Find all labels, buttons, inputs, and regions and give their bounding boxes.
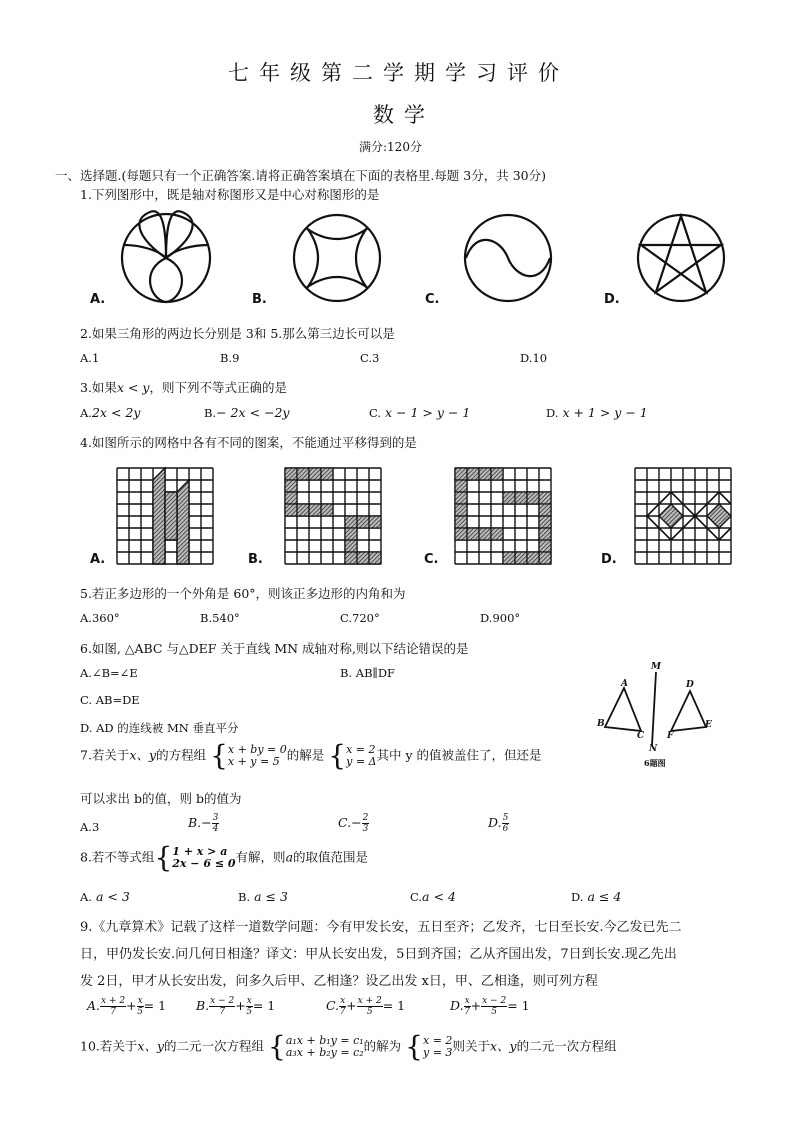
q10-system-2: x = 2 y = 3 [423, 1034, 453, 1059]
q7-stem: 7.若关于x、y的方程组 { x + by = 0 x + y = 5 的解是 { x = 2 y = Δ 其中 y 的值被盖住了，但还是 [80, 739, 542, 772]
q10-system-1: a₁x + b₁y = c₁ a₃x + b₂y = c₂ [285, 1034, 364, 1059]
q5-option-d: D.900° [480, 611, 521, 625]
q6-label-f: F [667, 731, 674, 741]
q10-stem-b: 的二元一次方程组 [164, 1038, 265, 1054]
q2-option-b: B.9 [220, 351, 240, 365]
q3-option-d: D. x + 1 > y − 1 [546, 405, 648, 420]
q6-label-c: C [637, 731, 645, 741]
q8-stem-b: 有解，则 [235, 849, 286, 865]
q1-label-a: A. [90, 292, 106, 307]
q7-stem-a: 7.若关于 [80, 747, 130, 763]
q9-line1: 9.《九章算术》记载了这样一道数学问题：今有甲发长安，五日至齐；乙发齐，七日至长安.今乙发已先二 [80, 920, 682, 935]
q8-option-a: A. a < 3 [80, 889, 130, 904]
q10-stem-a: 10.若关于 [80, 1038, 138, 1054]
q5-stem: 5.若正多边形的一个外角是 60°，则该正多边形的内角和为 [80, 586, 406, 601]
subject-title: 数学 [373, 103, 435, 127]
full-score: 满分:120分 [359, 140, 422, 154]
q4-label-c: C. [424, 552, 439, 567]
q7-vars: x、y [129, 747, 157, 763]
q4-label-a: A. [90, 552, 106, 567]
q10-stem-e: 的二元一次方程组 [516, 1038, 617, 1054]
q8-stem-a: 8.若不等式组 [80, 849, 155, 865]
q8-option-d: D. a ≤ 4 [571, 889, 622, 904]
q10-stem-c: 的解为 [363, 1038, 402, 1054]
q3-option-a: A.2x < 2y [80, 405, 141, 420]
q5-option-c: C.720° [340, 611, 380, 625]
q6-label-m: M [651, 662, 661, 672]
q6-figure-caption: 6题图 [644, 758, 666, 768]
q5-option-b: B.540° [200, 611, 240, 625]
q4-label-d: D. [601, 552, 617, 567]
q2-stem: 2.如果三角形的两边长分别是 3和 5.那么第三边长可以是 [80, 326, 395, 341]
q10-stem-d: 则关于 [452, 1038, 490, 1054]
q9-option-b: B. $\frac{x - 2}{7}$ + $\frac{x}{5}$ = 1 [196, 996, 276, 1017]
q7-option-a: A.3 [80, 820, 100, 834]
q7-option-b: B.− $\frac{3}{4}$ [188, 813, 219, 834]
q8-option-b: B. a ≤ 3 [238, 889, 288, 904]
q6-label-a: A [621, 679, 628, 689]
q8-var: a [285, 849, 294, 865]
q6-option-c: C. AB=DE [80, 693, 140, 707]
q1-label-d: D. [604, 292, 620, 307]
q8-option-c: C.a < 4 [410, 889, 456, 904]
q6-label-n: N [649, 744, 658, 754]
q7-line2: 可以求出 b的值，则 b的值为 [80, 791, 242, 806]
q3-option-b: B.− 2x < −2y [204, 405, 290, 420]
q6-label-d: D [686, 680, 694, 690]
q6-label-b: B [597, 719, 605, 729]
q10-stem: 10.若关于x、y的二元一次方程组 { a₁x + b₁y = c₁ a₃x + b₂y = c₂ 的解为 { x = 2 y = 3 则关于x、y的二元一次方程组 [80, 1030, 617, 1063]
q6-stem: 6.如图, △ABC 与△DEF 关于直线 MN 成轴对称,则以下结论错误的是 [80, 641, 469, 656]
q7-stem-c: 的解是 [286, 747, 325, 763]
q3-stem-math: x < y [116, 380, 150, 395]
q4-stem: 4.如图所示的网格中各有不同的图案，不能通过平移得到的是 [80, 435, 417, 450]
q7-system-2: x = 2 y = Δ [346, 743, 377, 768]
q6-label-e: E [705, 720, 712, 730]
q7-option-c: C.− $\frac{2}{3}$ [338, 813, 369, 834]
q9-option-d: D. $\frac{x}{7}$ + $\frac{x - 2}{5}$ = 1 [450, 996, 530, 1017]
q10-vars-2: x、y [489, 1038, 517, 1054]
q6-option-d: D. AD 的连线被 MN 垂直平分 [80, 721, 239, 735]
q9-option-c: C. $\frac{x}{7}$ + $\frac{x + 2}{5}$ = 1 [326, 996, 406, 1017]
q1-label-b: B. [252, 292, 267, 307]
q2-option-c: C.3 [360, 351, 380, 365]
q3-stem-a: 3.如果 [80, 380, 117, 395]
q9-line2: 日，甲仍发长安.问几何日相逢？译文：甲从长安出发，5日到齐国；乙从齐国出发，7日到长安.现乙先出 [80, 947, 677, 962]
q6-option-b: B. AB∥DF [340, 666, 396, 680]
q4-label-b: B. [248, 552, 263, 567]
page-title: 七年级第二学期学习评价 [228, 61, 569, 85]
section-heading: 一、选择题.(每题只有一个正确答案.请将正确答案填在下面的表格里.每题 3分，共 30分) [55, 168, 546, 183]
q8-stem-c: 的取值范围是 [293, 849, 369, 865]
q7-system-1: x + by = 0 x + y = 5 [227, 743, 287, 768]
q3-stem-c: ，则下列不等式正确的是 [149, 380, 287, 395]
q8-stem: 8.若不等式组{ 1 + x > a 2x − 6 ≤ 0 有解，则a的取值范围是 [80, 841, 369, 874]
q1-stem: 1.下列图形中，既是轴对称图形又是中心对称图形的是 [80, 187, 380, 202]
q7-stem-d: 其中 y 的值被盖住了，但还是 [376, 747, 542, 763]
q7-stem-b: 的方程组 [156, 747, 207, 763]
q10-vars: x、y [137, 1038, 165, 1054]
q7-option-d: D. $\frac{5}{6}$ [488, 813, 509, 834]
q2-option-a: A.1 [80, 351, 100, 365]
q8-system: 1 + x > a 2x − 6 ≤ 0 [172, 845, 236, 870]
q3-option-c: C. x − 1 > y − 1 [369, 405, 471, 420]
q1-label-c: C. [425, 292, 440, 307]
q9-line3: 发 2日，甲才从长安出发，问多久后甲、乙相逢？设乙出发 x日，甲、乙相逢，则可列方程 [80, 974, 598, 989]
q2-option-d: D.10 [520, 351, 548, 365]
q6-option-a: A.∠B=∠E [80, 666, 138, 680]
q5-option-a: A.360° [80, 611, 120, 625]
q9-option-a: A. $\frac{x + 2}{7}$ + $\frac{x}{5}$ = 1 [87, 996, 167, 1017]
